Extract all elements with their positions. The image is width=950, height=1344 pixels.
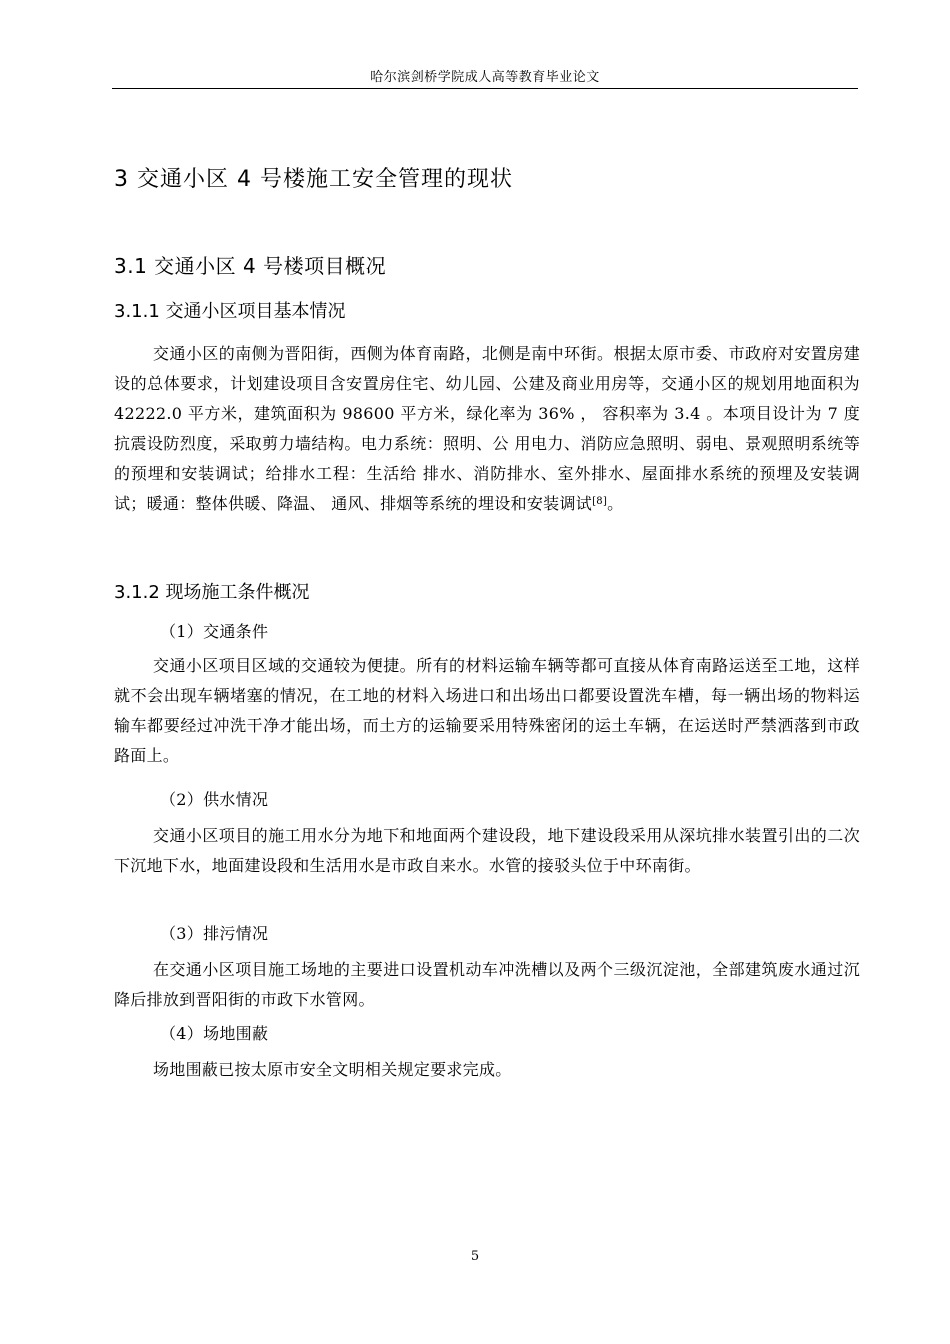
list-item-label: （4）场地围蔽 [160, 1024, 269, 1043]
paragraph: 交通小区项目的施工用水分为地下和地面两个建设段，地下建设段采用从深坑排水装置引出的二次下沉地下水，地面建设段和生活用水是市政自来水。水管的接驳头位于中环南街。 [114, 826, 860, 875]
paragraph: 交通小区项目区域的交通较为便捷。所有的材料运输车辆等都可直接从体育南路运送至工地，这样就不会出现车辆堵塞的情况，在工地的材料入场进口和出场出口都要设置洗车槽，每一辆出场的物料运输车都要经过冲洗干净才能出场，而土方的运输要采用特殊密闭的运土车辆，在运送时严禁洒落到市政路面上。 [114, 656, 860, 765]
paragraph: 场地围蔽已按太原市安全文明相关规定要求完成。 [153, 1060, 512, 1079]
subsection-title: 3.1.1 交通小区项目基本情况 [114, 301, 346, 322]
page-number: 5 [470, 1249, 480, 1264]
subsection-title: 3.1.2 现场施工条件概况 [114, 582, 310, 603]
list-item-label: （2）供水情况 [160, 790, 269, 809]
header-divider [112, 88, 858, 89]
paragraph [114, 339, 860, 519]
paragraph: 在交通小区项目施工场地的主要进口设置机动车冲洗槽以及两个三级沉淀池，全部建筑废水通过沉降后排放到晋阳街的市政下水管网。 [114, 960, 860, 1009]
paragraph-text: 交通小区的南侧为晋阳街，西侧为体育南路，北侧是南中环街。根据太原市委、市政府对安置房建设的总体要求，计划建设项目含安置房住宅、幼儿园、公建及商业用房等，交通小区的规划用地面积为 42222.0 平方米，建筑面积为 98600 平方米，绿化率为 36% ， 容积率为 3.4 。本项目设计为 7 度抗震设防烈度，采取剪力墙结构。电力系统：照明、公 用电力、消防应急照明、弱电、景观照明系统等的预埋和安装调试；给排水工程：生活给 排水、消防排水、室外排水、屋面排水系统的预埋及安装调试；暖通：整体供暖、降温、 通风、排烟等系统的埋设和安装调试 [114, 344, 860, 513]
section-title: 3.1 交通小区 4 号楼项目概况 [114, 254, 387, 278]
running-header: 哈尔滨剑桥学院成人高等教育毕业论文 [370, 70, 600, 85]
citation-ref: [8] [592, 496, 608, 507]
list-item-label: （1）交通条件 [160, 622, 269, 641]
paragraph-end: 。 [607, 494, 624, 513]
list-item-label: （3）排污情况 [160, 924, 269, 943]
chapter-title: 3 交通小区 4 号楼施工安全管理的现状 [114, 167, 513, 192]
